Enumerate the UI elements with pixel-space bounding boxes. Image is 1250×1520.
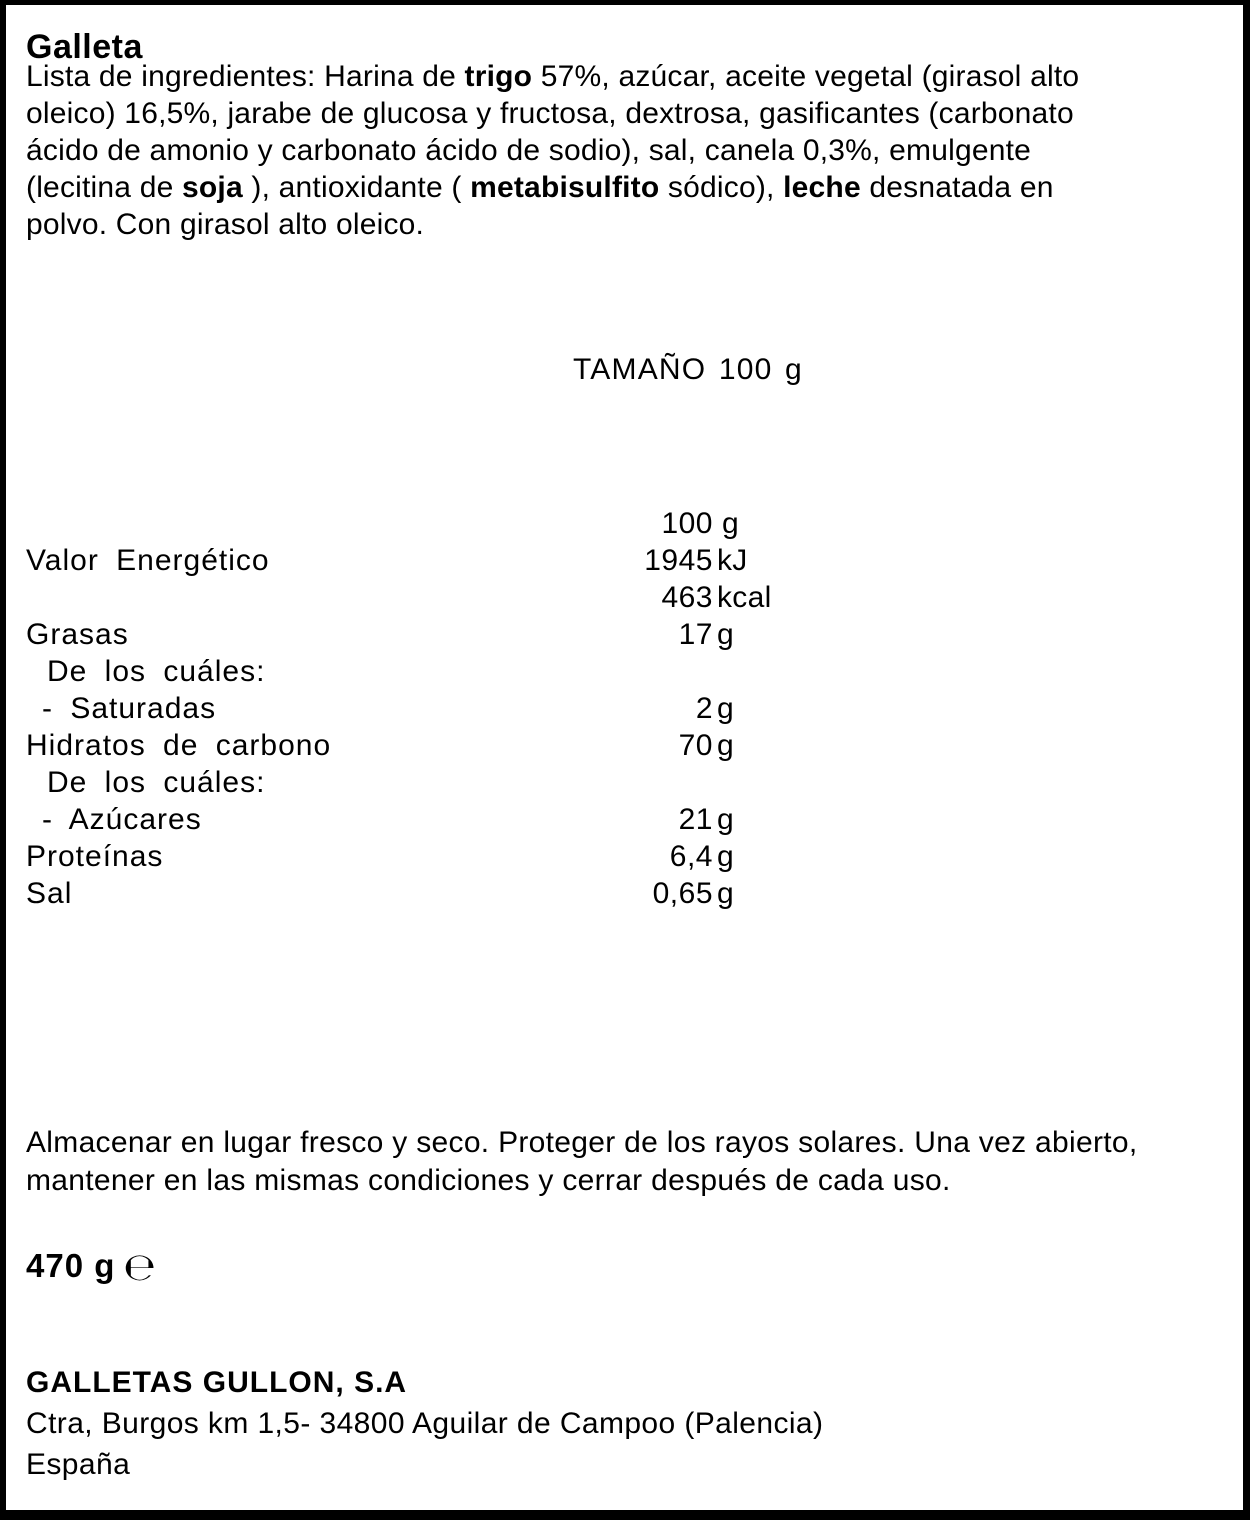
nutrition-row — [6, 875, 1243, 912]
allergen-emphasis: metabisulfito — [470, 171, 660, 204]
storage-instructions — [26, 1124, 1138, 1200]
nutrient-value: 2 — [695, 692, 713, 725]
ingredients-line — [26, 169, 1079, 206]
nutrient-unit: kJ — [717, 544, 748, 577]
net-weight-value: 470 g — [26, 1247, 116, 1284]
ingredients-line — [26, 132, 1079, 169]
nutrient-unit: kcal — [717, 581, 772, 614]
nutrient-value: 17 — [678, 618, 713, 651]
nutrient-value: 1945 — [644, 544, 713, 577]
ingredients-line — [26, 95, 1079, 132]
nutrient-value: 6,4 — [669, 840, 713, 873]
serving-size: TAMAÑO 100 g — [573, 353, 803, 386]
allergen-emphasis: trigo — [464, 60, 533, 93]
ingredient-segment: 57%, azúcar, aceite vegetal (girasol alto — [532, 60, 1080, 93]
nutrient-unit: g — [717, 840, 734, 873]
manufacturer-block — [26, 1362, 823, 1485]
nutrition-header-unit: g — [722, 507, 739, 540]
ingredient-segment: (lecitina de — [26, 171, 183, 204]
nutrition-row — [6, 653, 1243, 690]
nutrition-row — [6, 542, 1243, 579]
ingredient-segment: sódico), — [659, 171, 784, 204]
nutrition-row — [6, 764, 1243, 801]
nutrient-label: Proteínas — [26, 840, 164, 873]
ingredient-segment: Lista de ingredientes: Harina de — [26, 60, 465, 93]
nutrient-label: Valor Energético — [26, 544, 270, 577]
storage-line: mantener en las mismas condiciones y cerrar después de cada uso. — [26, 1164, 951, 1197]
nutrition-row — [6, 838, 1243, 875]
storage-line: Almacenar en lugar fresco y seco. Proteger de los rayos solares. Una vez abierto, — [26, 1126, 1138, 1159]
manufacturer-address: Ctra, Burgos km 1,5- 34800 Aguilar de Campoo (Palencia) — [26, 1407, 824, 1440]
nutrient-value: 70 — [678, 729, 713, 762]
ingredient-segment: ), antioxidante ( — [242, 171, 471, 204]
nutrient-unit: g — [717, 877, 734, 910]
allergen-emphasis: leche — [783, 171, 861, 204]
nutrient-label: De los cuáles: — [47, 655, 266, 688]
nutrient-label: De los cuáles: — [47, 766, 266, 799]
manufacturer-name: GALLETAS GULLON, S.A — [26, 1366, 408, 1399]
nutrition-header-value: 100 — [661, 507, 713, 540]
product-title: Galleta — [26, 27, 143, 66]
nutrition-row — [6, 579, 1243, 616]
ingredients-paragraph — [26, 58, 1079, 243]
nutrient-unit: g — [717, 618, 734, 651]
nutrient-unit: g — [717, 803, 734, 836]
estimated-sign: ℮ — [123, 1245, 156, 1289]
ingredient-segment: oleico) 16,5%, jarabe de glucosa y fructosa, dextrosa, gasificantes (carbonato — [26, 97, 1074, 130]
nutrient-label: Grasas — [26, 618, 129, 651]
nutrient-unit: g — [717, 692, 734, 725]
allergen-emphasis: soja — [182, 171, 243, 204]
nutrient-value: 0,65 — [652, 877, 713, 910]
ingredients-line — [26, 206, 1079, 243]
ingredient-segment: polvo. Con girasol alto oleico. — [26, 208, 425, 241]
nutrient-label: - Azúcares — [42, 803, 202, 836]
nutrition-row — [6, 801, 1243, 838]
net-weight — [26, 1245, 156, 1289]
nutrient-value: 21 — [678, 803, 713, 836]
nutrient-label: - Saturadas — [42, 692, 217, 725]
nutrient-value: 463 — [661, 581, 713, 614]
nutrition-row — [6, 616, 1243, 653]
ingredient-segment: desnatada en — [860, 171, 1054, 204]
nutrient-label: Sal — [26, 877, 73, 910]
nutrition-table — [6, 505, 1243, 912]
nutrient-unit: g — [717, 729, 734, 762]
ingredients-line — [26, 58, 1079, 95]
nutrition-row — [6, 727, 1243, 764]
manufacturer-country: España — [26, 1448, 131, 1481]
nutrient-label: Hidratos de carbono — [26, 729, 332, 762]
ingredient-segment: ácido de amonio y carbonato ácido de sodio), sal, canela 0,3%, emulgente — [26, 134, 1032, 167]
nutrition-column-header — [6, 505, 1243, 542]
nutrition-row — [6, 690, 1243, 727]
